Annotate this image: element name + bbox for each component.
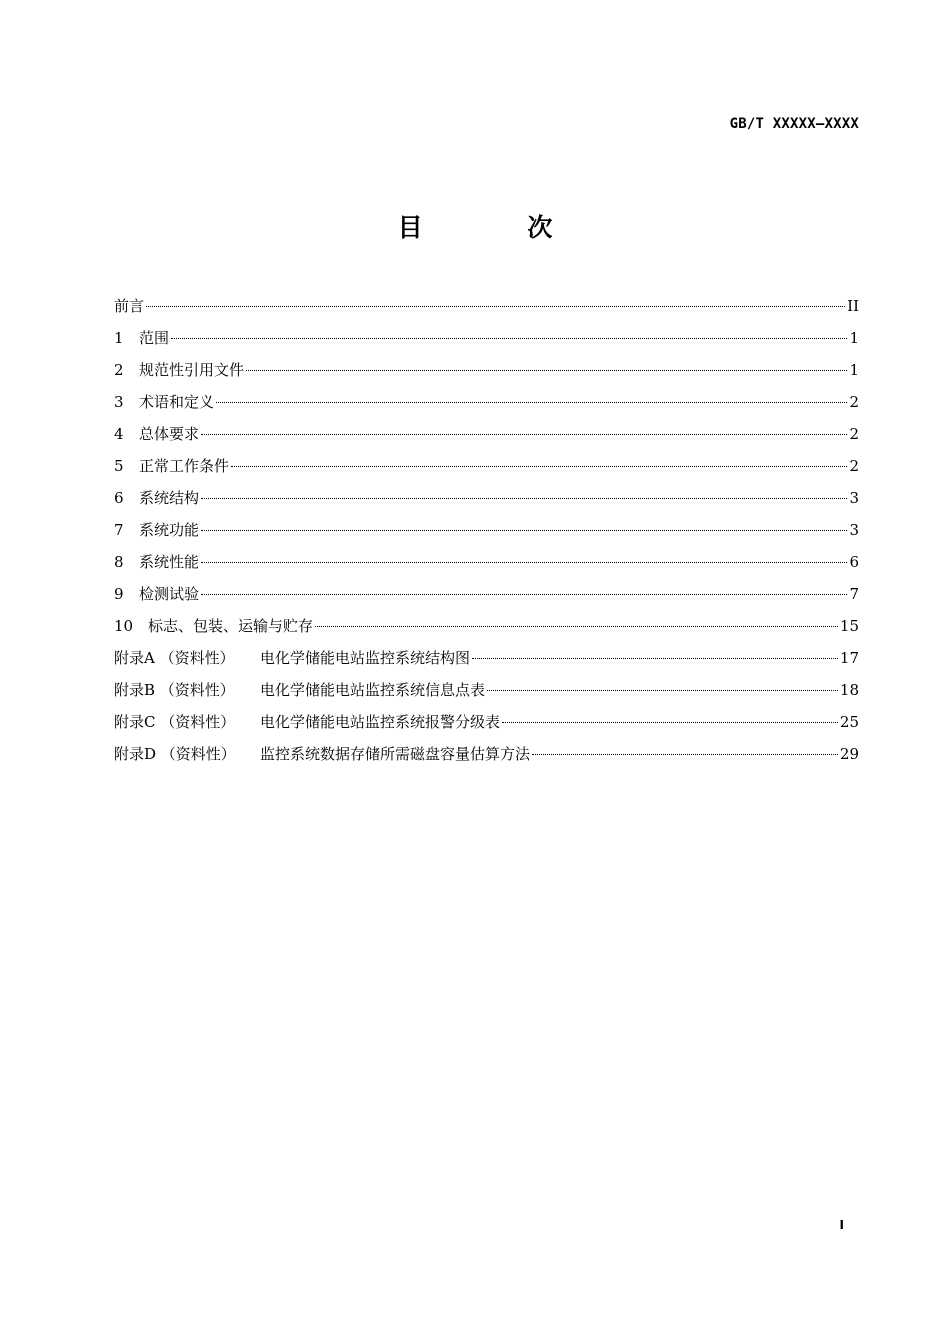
toc-appendix-prefix: 附录C （资料性） <box>114 713 236 731</box>
toc-entry-number: 8 <box>114 553 124 571</box>
table-of-contents <box>114 290 859 770</box>
dot-leader <box>231 466 847 467</box>
dot-leader <box>315 626 838 627</box>
toc-title: 目 次 <box>397 213 601 242</box>
dot-leader <box>487 690 838 691</box>
toc-entry-label: 监控系统数据存储所需磁盘容量估算方法 <box>260 745 531 763</box>
toc-entry-appendix-c[interactable] <box>114 706 859 738</box>
toc-entry-page: 15 <box>839 617 859 635</box>
toc-entry-page: 2 <box>849 393 859 411</box>
toc-entry-label: 系统性能 <box>139 553 200 571</box>
toc-entry-terms[interactable] <box>114 386 859 418</box>
toc-entry-label: 范围 <box>139 329 170 347</box>
toc-entry-page: 3 <box>849 521 859 539</box>
toc-entry-operating-conditions[interactable] <box>114 450 859 482</box>
toc-entry-page: 17 <box>839 649 859 667</box>
dot-leader <box>171 338 847 339</box>
toc-entry-normative-references[interactable] <box>114 354 859 386</box>
dot-leader <box>201 434 847 435</box>
document-code: GB/T XXXXX—XXXX <box>729 116 859 132</box>
toc-entry-scope[interactable] <box>114 322 859 354</box>
toc-entry-label: 电化学储能电站监控系统信息点表 <box>260 681 486 699</box>
dot-leader <box>532 754 838 755</box>
toc-entry-number: 6 <box>114 489 124 507</box>
toc-entry-number: 1 <box>114 329 124 347</box>
toc-entry-label: 电化学储能电站监控系统结构图 <box>260 649 471 667</box>
toc-appendix-prefix: 附录B （资料性） <box>114 681 235 699</box>
toc-entry-label: 系统结构 <box>139 489 200 507</box>
dot-leader <box>216 402 847 403</box>
toc-entry-number: 7 <box>114 521 124 539</box>
toc-entry-number: 4 <box>114 425 124 443</box>
toc-entry-label: 术语和定义 <box>139 393 215 411</box>
dot-leader <box>201 530 847 531</box>
toc-entry-label: 标志、包装、运输与贮存 <box>148 617 314 635</box>
toc-entry-label: 总体要求 <box>139 425 200 443</box>
toc-entry-system-structure[interactable] <box>114 482 859 514</box>
toc-entry-general-requirements[interactable] <box>114 418 859 450</box>
toc-entry-system-performance[interactable] <box>114 546 859 578</box>
toc-entry-label: 前言 <box>114 297 145 315</box>
toc-entry-page: 3 <box>849 489 859 507</box>
toc-entry-page: 6 <box>849 553 859 571</box>
toc-entry-label: 检测试验 <box>139 585 200 603</box>
toc-entry-page: II <box>847 297 859 315</box>
toc-entry-label: 规范性引用文件 <box>139 361 245 379</box>
toc-entry-number: 3 <box>114 393 124 411</box>
dot-leader <box>201 498 847 499</box>
toc-entry-page: 25 <box>839 713 859 731</box>
toc-entry-page: 1 <box>849 361 859 379</box>
dot-leader <box>472 658 838 659</box>
toc-entry-number: 5 <box>114 457 124 475</box>
toc-entry-appendix-d[interactable] <box>114 738 859 770</box>
toc-entry-system-functions[interactable] <box>114 514 859 546</box>
toc-appendix-prefix: 附录A （资料性） <box>114 649 235 667</box>
toc-entry-page: 18 <box>839 681 859 699</box>
toc-entry-label: 电化学储能电站监控系统报警分级表 <box>260 713 501 731</box>
toc-entry-page: 2 <box>849 425 859 443</box>
page-number: I <box>839 1218 844 1232</box>
toc-appendix-prefix: 附录D （资料性） <box>114 745 236 763</box>
dot-leader <box>246 370 847 371</box>
dot-leader <box>502 722 838 723</box>
toc-entry-number: 10 <box>114 617 134 635</box>
toc-entry-page: 29 <box>839 745 859 763</box>
toc-entry-testing[interactable] <box>114 578 859 610</box>
toc-entry-label: 正常工作条件 <box>139 457 230 475</box>
toc-entry-page: 1 <box>849 329 859 347</box>
dot-leader <box>201 562 847 563</box>
toc-entry-number: 2 <box>114 361 124 379</box>
toc-entry-marking-packaging[interactable] <box>114 610 859 642</box>
toc-entry-page: 2 <box>849 457 859 475</box>
toc-entry-appendix-a[interactable] <box>114 642 859 674</box>
toc-entry-page: 7 <box>849 585 859 603</box>
dot-leader <box>146 306 845 307</box>
toc-entry-number: 9 <box>114 585 124 603</box>
dot-leader <box>201 594 847 595</box>
toc-entry-label: 系统功能 <box>139 521 200 539</box>
toc-entry-appendix-b[interactable] <box>114 674 859 706</box>
toc-entry-preface[interactable] <box>114 290 859 322</box>
